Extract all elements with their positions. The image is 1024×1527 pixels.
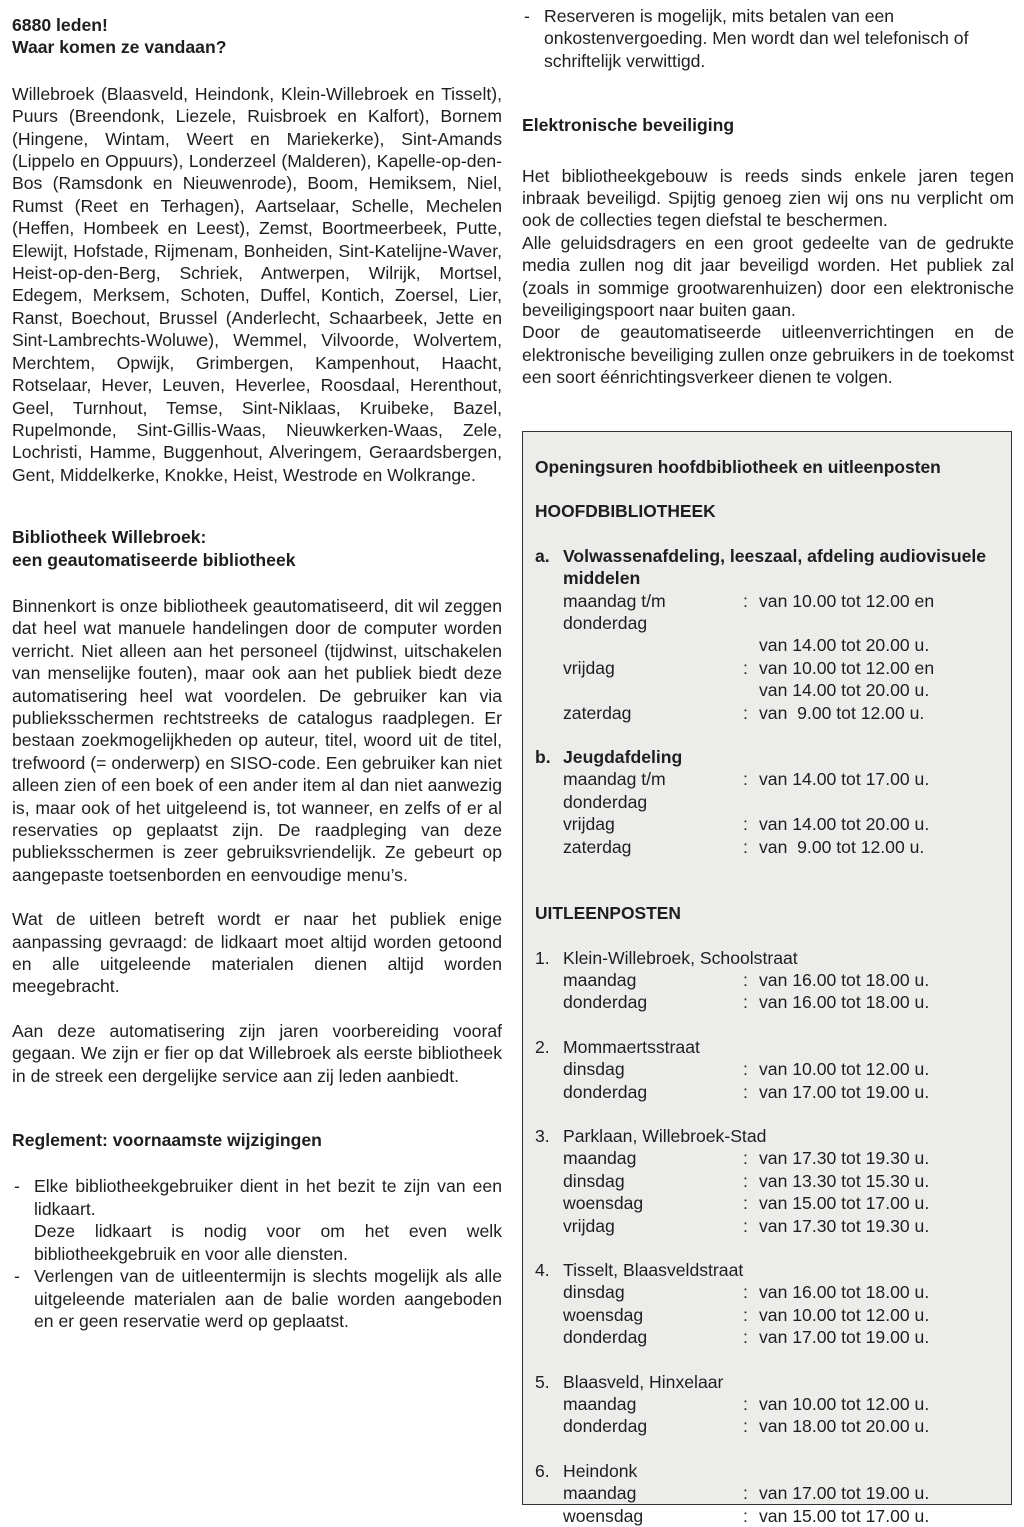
schedule-row (535, 1415, 999, 1437)
automation-heading-line2: een geautomatiseerde bibliotheek (12, 550, 296, 570)
section-label: b. (535, 746, 563, 768)
schedule-time: van 16.00 tot 18.00 u. (759, 991, 999, 1013)
branch-name: Heindonk (563, 1460, 637, 1482)
schedule-time: van 14.00 tot 20.00 u. (759, 679, 999, 701)
opening-hours-title: Openingsuren hoofdbibliotheek en uitleenposten (535, 456, 999, 478)
rule-item (12, 1175, 502, 1265)
branch-number: 2. (535, 1036, 563, 1058)
schedule-row (535, 1281, 999, 1303)
rule-text: Deze lidkaart is nodig voor om het even welk bibliotheekgebruik en voor alle diensten. (34, 1221, 502, 1263)
schedule-time: van 16.00 tot 18.00 u. (759, 1281, 999, 1303)
schedule-row (535, 991, 999, 1013)
schedule-time: van 10.00 tot 12.00 en (759, 657, 999, 679)
schedule-row (535, 768, 999, 813)
main-library-heading: HOOFDBIBLIOTHEEK (535, 500, 999, 522)
schedule-colon: : (743, 1215, 759, 1237)
schedule-time: van 15.00 tot 17.00 u. (759, 1505, 999, 1527)
schedule-time: van 17.00 tot 19.00 u. (759, 1326, 999, 1348)
section-youth (535, 746, 999, 858)
schedule-day: vrijdag (535, 657, 743, 679)
branch-block (535, 1259, 999, 1349)
schedule-row (535, 1170, 999, 1192)
branch-block (535, 1036, 999, 1103)
schedule-day: zaterdag (535, 836, 743, 858)
branch-name: Blaasveld, Hinxelaar (563, 1371, 723, 1393)
schedule-row (535, 1147, 999, 1169)
schedule-day: maandag (535, 1147, 743, 1169)
schedule-colon: : (743, 1058, 759, 1080)
right-column (522, 5, 1014, 389)
schedule-day: woensdag (535, 1192, 743, 1214)
automation-paragraph-2: Wat de uitleen betreft wordt er naar het publiek enige aanpassing gevraagd: de lidkaart moet altijd worden getoond en alle uitgeleende materialen dienen altijd worden meegebracht. (12, 908, 502, 998)
schedule-day: dinsdag (535, 1058, 743, 1080)
schedule-row (535, 1081, 999, 1103)
schedule-time: van 13.30 tot 15.30 u. (759, 1170, 999, 1192)
branch-number: 6. (535, 1460, 563, 1482)
branch-heading (535, 1371, 999, 1393)
schedule-row (535, 657, 999, 679)
schedule-colon: : (743, 657, 759, 679)
rule-text: Elke bibliotheekgebruiker dient in het bezit te zijn van een lidkaart. (34, 1176, 502, 1218)
schedule-day: vrijdag (535, 813, 743, 835)
schedule-time: van 17.00 tot 19.00 u. (759, 1482, 999, 1504)
branch-number: 1. (535, 947, 563, 969)
schedule-time: van 14.00 tot 17.00 u. (759, 768, 999, 813)
schedule-colon: : (743, 1326, 759, 1348)
automation-paragraph-1: Binnenkort is onze bibliotheek geautomatiseerd, dit wil zeggen dat heel wat manuele handelingen door de computer worden verricht. Niet alleen aan het personeel (tijdwinst, uitschakelen van menselijke fouten), maar ook aan het publiek biedt deze automatisering heel wat voordelen. De gebruiker kan via publieksschermen rechtstreeks de catalogus raadplegen. Er bestaan zoekmogelijkheden op auteur, titel, woord uit de titel, trefwoord (= onderwerp) en SISO-code. Een gebruiker kan niet alleen zien of een boek of een ander item al dan niet aanwezig is, maar ook of het uitgeleend is, tot wanneer, en zelfs of er al reservaties op geplaatst zijn. De raadpleging van deze publieksschermen is zeer gebruiksvriendelijk. Ze gebeurt op aangepaste toetsenborden en eenvoudige menu’s. (12, 595, 502, 886)
schedule-day (535, 634, 743, 656)
schedule-time: van 18.00 tot 20.00 u. (759, 1415, 999, 1437)
branch-heading (535, 1259, 999, 1281)
schedule-row (535, 1304, 999, 1326)
branch-block (535, 1460, 999, 1527)
schedule-time: van 16.00 tot 18.00 u. (759, 969, 999, 991)
section-adults-heading (535, 545, 999, 590)
section-youth-rows (535, 768, 999, 858)
branch-block (535, 1371, 999, 1438)
schedule-colon: : (743, 590, 759, 635)
schedule-day: maandag t/m donderdag (535, 590, 743, 635)
schedule-day: dinsdag (535, 1170, 743, 1192)
rule-item: - Reserveren is mogelijk, mits betalen van een onkostenvergoeding. Men wordt dan wel telefonisch of schriftelijk verwittigd. (522, 5, 1014, 72)
schedule-colon: : (743, 836, 759, 858)
schedule-colon: : (743, 1393, 759, 1415)
schedule-colon: : (743, 1505, 759, 1527)
schedule-time: van 10.00 tot 12.00 u. (759, 1058, 999, 1080)
schedule-colon: : (743, 768, 759, 813)
automation-heading (12, 526, 502, 571)
schedule-time: van 14.00 tot 20.00 u. (759, 634, 999, 656)
schedule-day: donderdag (535, 1326, 743, 1348)
schedule-day: dinsdag (535, 1281, 743, 1303)
schedule-time: van 14.00 tot 20.00 u. (759, 813, 999, 835)
schedule-time: van 17.30 tot 19.30 u. (759, 1147, 999, 1169)
schedule-colon: : (743, 1192, 759, 1214)
automation-heading-line1: Bibliotheek Willebroek: (12, 527, 206, 547)
branch-heading (535, 947, 999, 969)
rules-list-continued (522, 5, 1014, 72)
schedule-row (535, 634, 999, 656)
schedule-row (535, 1192, 999, 1214)
rules-heading: Reglement: voornaamste wijzigingen (12, 1129, 502, 1151)
schedule-colon: : (743, 1170, 759, 1192)
schedule-time: van 10.00 tot 12.00 u. (759, 1304, 999, 1326)
schedule-row (535, 813, 999, 835)
schedule-day: zaterdag (535, 702, 743, 724)
security-paragraph-1: Het bibliotheekgebouw is reeds sinds enkele jaren tegen inbraak beveiligd. Spijtig genoeg zien wij ons nu verplicht om ook de collecties tegen diefstal te beschermen. (522, 165, 1014, 232)
section-title: Jeugdafdeling (563, 746, 682, 768)
schedule-time: van 15.00 tot 17.00 u. (759, 1192, 999, 1214)
schedule-row (535, 969, 999, 991)
branch-heading (535, 1125, 999, 1147)
automation-paragraph-3: Aan deze automatisering zijn jaren voorbereiding vooraf gegaan. We zijn er fier op dat Willebroek als eerste bibliotheek in de streek een dergelijke service aan zij leden aanbiedt. (12, 1020, 502, 1087)
branch-number: 4. (535, 1259, 563, 1281)
schedule-row (535, 1215, 999, 1237)
schedule-day: maandag (535, 1393, 743, 1415)
branch-heading (535, 1036, 999, 1058)
security-paragraph-3: Door de geautomatiseerde uitleenverrichtingen en de elektronische beveiliging zullen onze gebruikers in de toekomst een soort éénrichtingsverkeer dienen te volgen. (522, 321, 1014, 388)
schedule-day (535, 679, 743, 701)
schedule-day: woensdag (535, 1505, 743, 1527)
section-youth-heading (535, 746, 999, 768)
schedule-day: donderdag (535, 1081, 743, 1103)
schedule-day: donderdag (535, 991, 743, 1013)
schedule-day: donderdag (535, 1415, 743, 1437)
branch-block (535, 947, 999, 1014)
schedule-colon: : (743, 813, 759, 835)
schedule-colon: : (743, 1415, 759, 1437)
schedule-time: van 9.00 tot 12.00 u. (759, 836, 999, 858)
branch-block (535, 1125, 999, 1237)
security-paragraph-2: Alle geluidsdragers en een groot gedeelte van de gedrukte media zullen nog dit jaar beveiligd worden. Het publiek zal (zoals in sommige grootwarenhuizen) door een elektronische beveiligingspoort naar buiten gaan. (522, 232, 1014, 322)
branches-heading: UITLEENPOSTEN (535, 902, 999, 924)
members-heading-line1: 6880 leden! (12, 15, 108, 35)
schedule-colon: : (743, 969, 759, 991)
schedule-row (535, 1326, 999, 1348)
members-heading-line2: Waar komen ze vandaan? (12, 37, 226, 57)
branch-number: 5. (535, 1371, 563, 1393)
branch-number: 3. (535, 1125, 563, 1147)
schedule-row (535, 1505, 999, 1527)
branches-list (535, 947, 999, 1527)
branch-name: Mommaertsstraat (563, 1036, 700, 1058)
left-column (12, 14, 502, 1332)
schedule-row (535, 590, 999, 635)
rules-list (12, 1175, 502, 1332)
opening-hours-box (522, 431, 1012, 1505)
schedule-row (535, 702, 999, 724)
schedule-colon: : (743, 1482, 759, 1504)
schedule-colon: : (743, 1281, 759, 1303)
schedule-time: van 10.00 tot 12.00 en (759, 590, 999, 635)
branch-heading (535, 1460, 999, 1482)
schedule-time: van 17.30 tot 19.30 u. (759, 1215, 999, 1237)
rule-item: - Verlengen van de uitleentermijn is slechts mogelijk als alle uitgeleende materialen aan de balie worden aangeboden en er geen reservatie werd op geplaatst. (12, 1265, 502, 1332)
section-title: Volwassenafdeling, leeszaal, afdeling audiovisuele middelen (563, 545, 999, 590)
section-label: a. (535, 545, 563, 590)
schedule-day: maandag (535, 969, 743, 991)
schedule-day: vrijdag (535, 1215, 743, 1237)
security-heading: Elektronische beveiliging (522, 114, 1014, 136)
section-adults-rows (535, 590, 999, 724)
schedule-colon (743, 634, 759, 656)
schedule-colon: : (743, 1081, 759, 1103)
schedule-colon: : (743, 1304, 759, 1326)
schedule-colon: : (743, 991, 759, 1013)
branch-name: Tisselt, Blaasveldstraat (563, 1259, 743, 1281)
schedule-time: van 9.00 tot 12.00 u. (759, 702, 999, 724)
schedule-time: van 17.00 tot 19.00 u. (759, 1081, 999, 1103)
schedule-row (535, 1482, 999, 1504)
schedule-time: van 10.00 tot 12.00 u. (759, 1393, 999, 1415)
schedule-row (535, 836, 999, 858)
schedule-day: maandag (535, 1482, 743, 1504)
branch-name: Parklaan, Willebroek-Stad (563, 1125, 766, 1147)
section-adults (535, 545, 999, 724)
schedule-day: maandag t/m donderdag (535, 768, 743, 813)
schedule-day: woensdag (535, 1304, 743, 1326)
schedule-colon: : (743, 702, 759, 724)
members-heading (12, 14, 502, 59)
schedule-row (535, 1058, 999, 1080)
schedule-row (535, 1393, 999, 1415)
branch-name: Klein-Willebroek, Schoolstraat (563, 947, 798, 969)
schedule-row (535, 679, 999, 701)
schedule-colon (743, 679, 759, 701)
towns-paragraph: Willebroek (Blaasveld, Heindonk, Klein-Willebroek en Tisselt), Puurs (Breendonk, Liezele, Ruisbroek en Kalfort), Bornem (Hingene, Wintam, Weert en Mariekerke), Sint-Amands (Lippelo en Oppuurs), Londerzeel (Malderen), Kapelle-op-den-Bos (Ramsdonk en Nieuwenrode), Boom, Hemiksem, Niel, Rumst (Reet en Terhagen), Aartselaar, Schelle, Mechelen (Heffen, Hombeek en Leest), Zemst, Boortmeerbeek, Putte, Elewijt, Hofstade, Rijmenam, Bonheiden, Sint-Katelijne-Waver, Heist-op-den-Berg, Schriek, Antwerpen, Wilrijk, Mortsel, Edegem, Merksem, Schoten, Duffel, Kontich, Zoersel, Lier, Ranst, Boechout, Brussel (Anderlecht, Schaarbeek, Jette en Sint-Lambrechts-Woluwe), Wemmel, Vilvoorde, Wolvertem, Merchtem, Opwijk, Grimbergen, Kampenhout, Haacht, Rotselaar, Hever, Leuven, Heverlee, Roosdaal, Herenthout, Geel, Turnhout, Temse, Sint-Niklaas, Kruibeke, Bazel, Rupelmonde, Sint-Gillis-Waas, Nieuwkerken-Waas, Zele, Lochristi, Hamme, Buggenhout, Alveringem, Geraardsbergen, Gent, Middelkerke, Knokke, Heist, Westrode en Wolkrange. (12, 83, 502, 486)
schedule-colon: : (743, 1147, 759, 1169)
